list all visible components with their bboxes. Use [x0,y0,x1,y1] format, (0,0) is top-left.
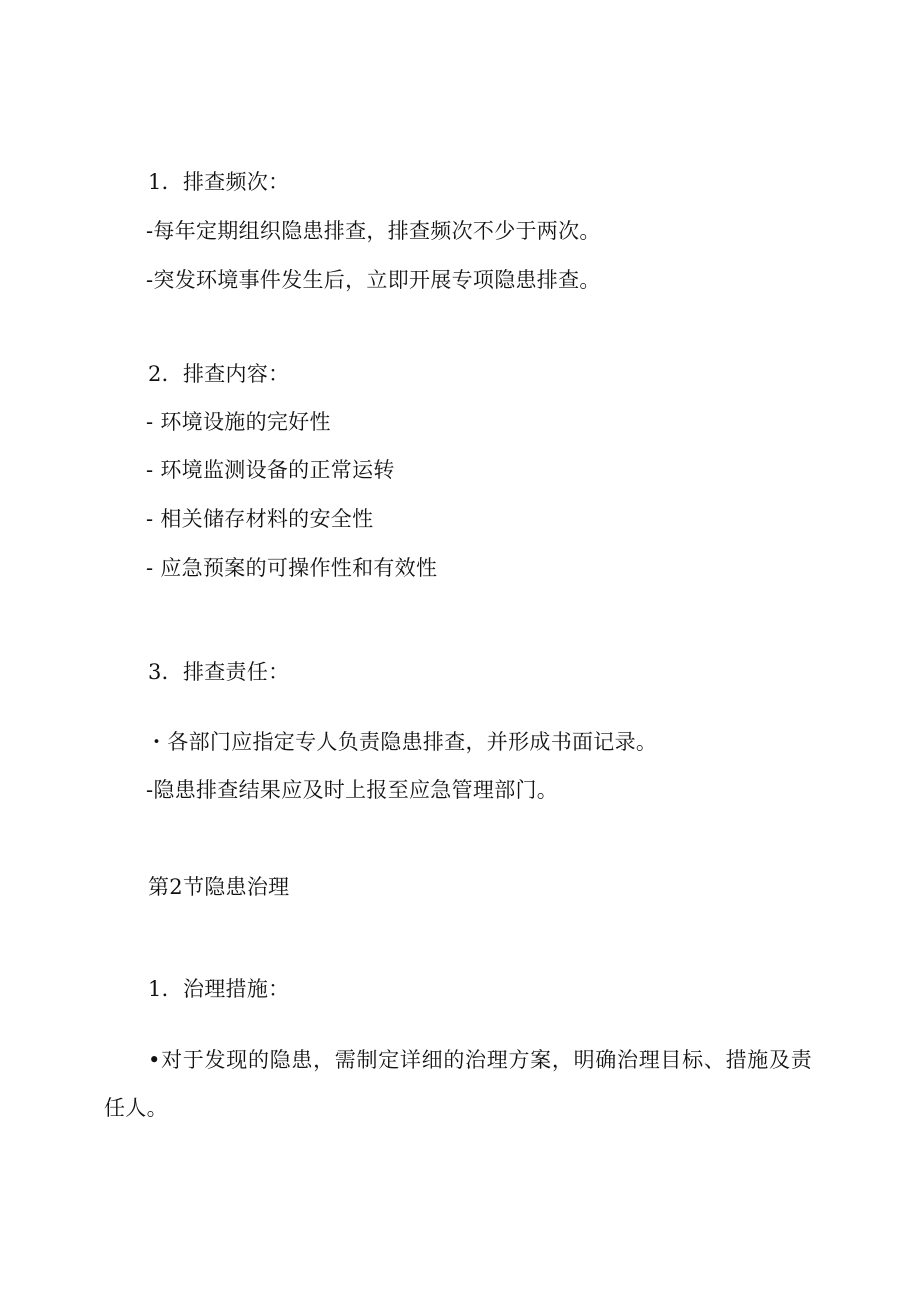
heading-remediation-measures: 1．治理措施： [148,977,290,1001]
list-item: -每年定期组织隐患排查，排查频次不少于两次。 [146,219,601,243]
heading-inspection-responsibility: 3．排查责任： [148,660,290,684]
list-item: ・各部门应指定专人负责隐患排查，并形成书面记录。 [146,730,658,754]
list-item: - 环境监测设备的正常运转 [146,458,395,482]
heading-inspection-content: 2．排查内容： [148,362,290,386]
list-item: - 应急预案的可操作性和有效性 [146,556,438,580]
paragraph: •对于发现的隐患，需制定详细的治理方案，明确治理目标、措施及责任人。 [104,1048,812,1120]
list-item: -隐患排查结果应及时上报至应急管理部门。 [146,778,559,802]
heading-inspection-frequency: 1．排查频次： [148,170,290,194]
list-item: - 环境设施的完好性 [146,410,331,434]
list-item: - 相关储存材料的安全性 [146,507,374,531]
list-item: -突发环境事件发生后，立即开展专项隐患排查。 [146,268,601,292]
section-title: 第2节隐患治理 [148,875,290,899]
